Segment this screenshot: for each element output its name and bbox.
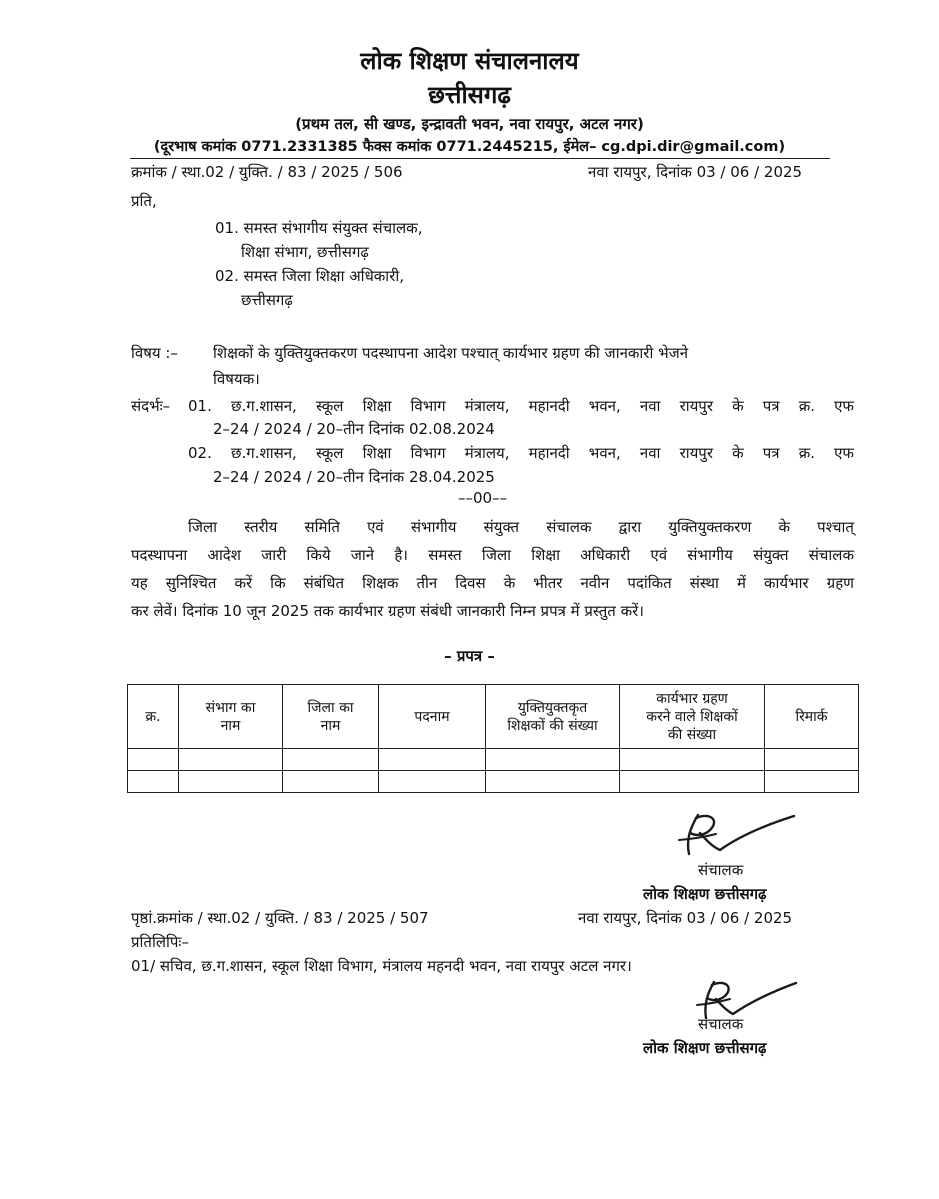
- table-header-row: [128, 685, 859, 749]
- header-rule: [130, 158, 830, 159]
- endorsement-number: पृष्ठां.क्रमांक / स्था.02 / युक्ति. / 83 / 2025 / 507: [131, 909, 429, 927]
- col-header-joined-count: कार्यभार ग्रहण करने वाले शिक्षकों की संख्या: [620, 685, 765, 749]
- body-line-2: पदस्थापना आदेश जारी किये जाने है। समस्त जिला शिक्षा अधिकारी एवं संभागीय संयुक्त संचालक: [131, 546, 854, 564]
- signatory-title-2: संचालक: [698, 1015, 744, 1033]
- state-title: छत्तीसगढ़: [428, 81, 511, 109]
- letter-place-date: नवा रायपुर, दिनांक 03 / 06 / 2025: [588, 163, 803, 181]
- col-header-designation: पदनाम: [379, 685, 486, 749]
- copy-to-line: 01/ सचिव, छ.ग.शासन, स्कूल शिक्षा विभाग, मंत्रालय महनदी भवन, नवा रायपुर अटल नगर।: [131, 957, 632, 975]
- copy-to-label: प्रतिलिपिः–: [131, 933, 189, 951]
- reference-2-line2: 2–24 / 2024 / 20–तीन दिनांक 28.04.2025: [213, 468, 495, 486]
- handwritten-signature: [676, 810, 806, 860]
- table-row: [128, 771, 859, 793]
- signatory-org-2: लोक शिक्षण छत्तीसगढ़: [643, 1039, 767, 1057]
- letter-number: क्रमांक / स्था.02 / युक्ति. / 83 / 2025 / 506: [131, 163, 403, 181]
- table-row: [128, 749, 859, 771]
- body-line-3: यह सुनिश्चित करें कि संबंधित शिक्षक तीन दिवस के भीतर नवीन पदांकित संस्था में कार्यभार ग्रहण: [131, 574, 854, 592]
- col-header-rationalized-count: युक्तियुक्तकृत शिक्षकों की संख्या: [486, 685, 620, 749]
- subject-label: विषय :–: [131, 344, 178, 362]
- addressee-1-line2: शिक्षा संभाग, छत्तीसगढ़: [241, 243, 369, 261]
- addressee-2-line2: छत्तीसगढ़: [241, 291, 293, 309]
- col-header-district: जिला का नाम: [283, 685, 379, 749]
- reference-label: संदर्भः–: [131, 397, 171, 415]
- col-header-division: संभाग का नाम: [179, 685, 283, 749]
- form-title: – प्रपत्र –: [444, 647, 495, 665]
- subject-line2: विषयक।: [213, 370, 260, 388]
- signatory-title: संचालक: [698, 861, 744, 879]
- reference-1-line1: 01. छ.ग.शासन, स्कूल शिक्षा विभाग मंत्रालय, महानदी भवन, नवा रायपुर के पत्र क्र. एफ: [188, 397, 854, 415]
- subject-line1: शिक्षकों के युक्तियुक्तकरण पदस्थापना आदेश पश्चात् कार्यभार ग्रहण की जानकारी भेजने: [213, 344, 689, 362]
- body-line-1: जिला स्तरीय समिति एवं संभागीय संयुक्त संचालक द्वारा युक्तियुक्तकरण के पश्चात्: [188, 518, 854, 536]
- proforma-table: [127, 684, 859, 793]
- col-header-remarks: रिमार्क: [765, 685, 859, 749]
- addressee-prefix: प्रति,: [131, 192, 157, 210]
- col-header-serial: क्र.: [128, 685, 179, 749]
- contact-line: (दूरभाष कमांक 0771.2331385 फैक्स कमांक 0771.2445215, ईमेल– cg.dpi.dir@gmail.com): [153, 139, 786, 155]
- reference-1-line2: 2–24 / 2024 / 20–तीन दिनांक 02.08.2024: [213, 420, 495, 438]
- addressee-2-line1: 02. समस्त जिला शिक्षा अधिकारी,: [215, 267, 404, 285]
- org-title: लोक शिक्षण संचालनालय: [360, 47, 579, 75]
- signatory-org: लोक शिक्षण छत्तीसगढ़: [643, 885, 767, 903]
- body-line-4: कर लेवें। दिनांक 10 जून 2025 तक कार्यभार ग्रहण संबंधी जानकारी निम्न प्रपत्र में प्रस्तुत करें।: [131, 602, 644, 620]
- section-separator: ––00––: [458, 489, 508, 507]
- office-address: (प्रथम तल, सी खण्ड, इन्द्रावती भवन, नवा रायपुर, अटल नगर): [295, 115, 644, 133]
- addressee-1-line1: 01. समस्त संभागीय संयुक्त संचालक,: [215, 219, 423, 237]
- endorsement-place-date: नवा रायपुर, दिनांक 03 / 06 / 2025: [578, 909, 793, 927]
- reference-2-line1: 02. छ.ग.शासन, स्कूल शिक्षा विभाग मंत्रालय, महानदी भवन, नवा रायपुर के पत्र क्र. एफ: [188, 444, 854, 462]
